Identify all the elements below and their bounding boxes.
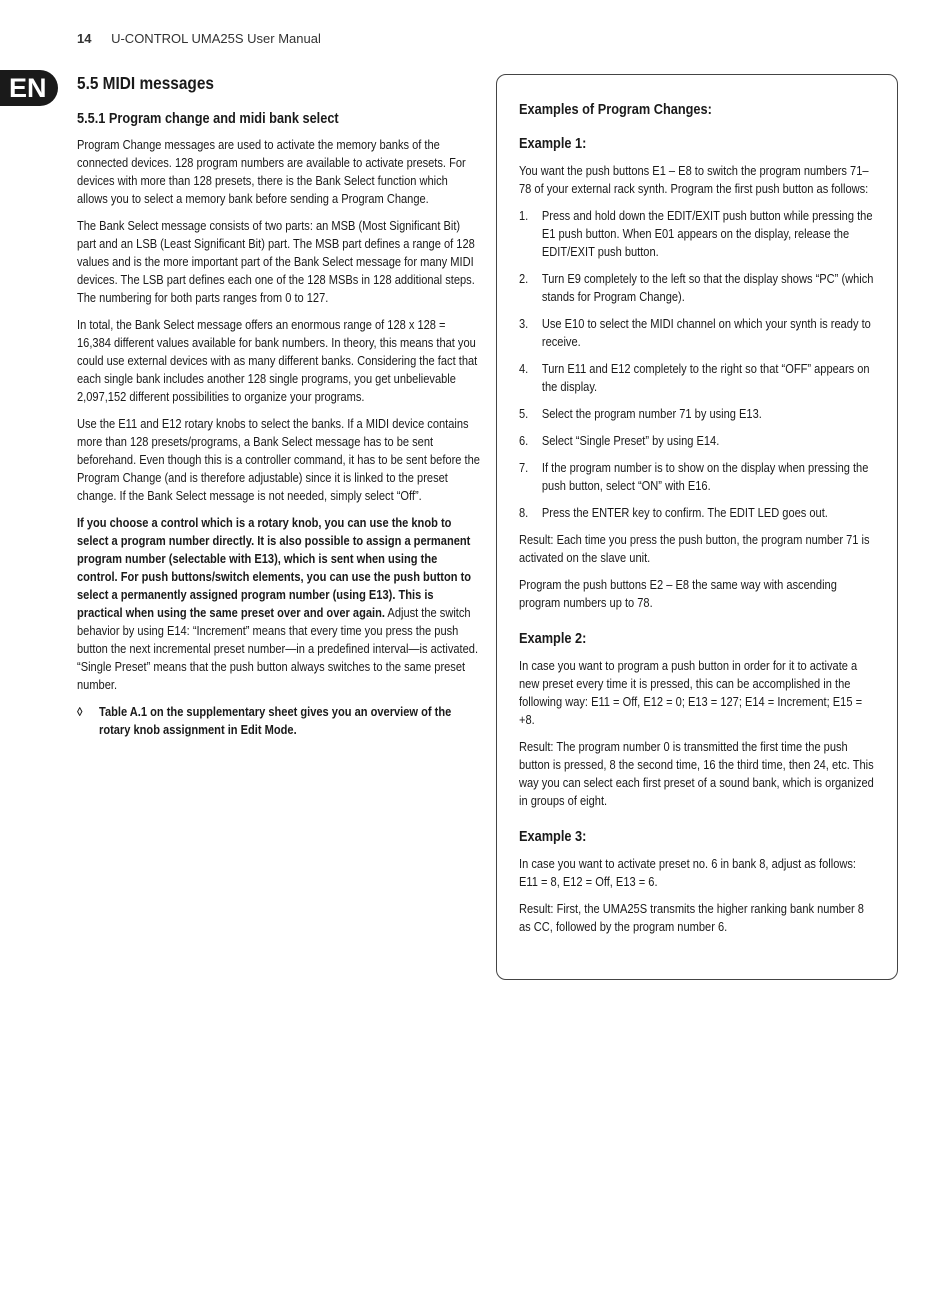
- example-3-result: Result: First, the UMA25S transmits the higher ranking bank number 8 as CC, followed by the program number 6.: [519, 902, 864, 934]
- step-text: Select “Single Preset” by using E14.: [541, 434, 720, 448]
- language-tab: EN: [0, 70, 58, 106]
- step: [519, 315, 875, 351]
- section-title: 5.5 MIDI messages: [77, 73, 214, 93]
- note-text: Table A.1 on the supplementary sheet gives you an overview of the rotary knob assignment in Edit Mode.: [99, 705, 452, 737]
- step-text: If the program number is to show on the display when pressing the push button, select “ON” with E16.: [541, 461, 869, 493]
- step: [519, 459, 875, 495]
- paragraph: Program Change messages are used to activate the memory banks of the connected devices. 128 program numbers are available to activate presets. For devices with more than 128 presets, there is the Bank Select function which allows you to select a memory bank before sending a Program Change.: [77, 138, 466, 206]
- step: [519, 270, 875, 306]
- step: [519, 432, 875, 450]
- paragraph: Use the E11 and E12 rotary knobs to select the banks. If a MIDI device contains more than 128 presets/programs, a Bank Select message has to be sent beforehand. Even though this is a controller command, it has to be sent before the Program Change (and is therefore adjustable) since it is linked to the preset change. If the Bank Select message is not needed, simply select “Off”.: [77, 417, 480, 503]
- paragraph: In total, the Bank Select message offers an enormous range of 128 x 128 = 16,384 different values available for bank numbers. In theory, this means that you could use external devices with as many different banks. Considering the fact that each single bank includes another 128 single programs, you get unbelievable 2,097,152 different possibilities to organize your programs.: [77, 318, 478, 404]
- step-number: 8.: [519, 506, 529, 520]
- step-text: Select the program number 71 by using E13.: [541, 407, 762, 421]
- paragraph-tail: Adjust the switch behavior by using E14: “Increment” means that every time you press the push button the next incremental preset number—in a predefined interval—is activated. “Single Preset” means that the push button always switches to the same preset number.: [77, 606, 479, 692]
- example-1-heading: Example 1:: [519, 136, 587, 152]
- step: [519, 360, 875, 396]
- diamond-icon: ◊: [77, 705, 83, 719]
- step-text: Use E10 to select the MIDI channel on which your synth is ready to receive.: [541, 317, 871, 349]
- page-number: 14: [77, 31, 92, 46]
- example-3-intro: In case you want to activate preset no. 6 in bank 8, adjust as follows: E11 = 8, E12 = Off, E13 = 6.: [519, 857, 856, 889]
- step-number: 7.: [519, 461, 529, 475]
- step-number: 4.: [519, 362, 529, 376]
- example-1-result: Result: Each time you press the push button, the program number 71 is activated on the slave unit.: [519, 533, 870, 565]
- example-2-result: Result: The program number 0 is transmitted the first time the push button is pressed, 8 the second time, 16 the third time, then 24, etc. This way you can select each first preset of a sound bank, which is organized in groups of eight.: [519, 740, 874, 808]
- paragraph: The Bank Select message consists of two parts: an MSB (Most Significant Bit) part and an LSB (Least Significant Bit) part. The MSB part defines a range of 128 values and is the more important part of the Bank Select message for many MIDI devices. The LSB part defines each one of the 128 MSBs in 128 additional steps. The numbering for both parts ranges from 0 to 127.: [77, 219, 475, 305]
- example-2-intro: In case you want to program a push button in order for it to activate a new preset every time it is pressed, this can be accomplished in the following way: E11 = Off, E12 = 0; E13 = 127; E14 = Increment; E15 = +8.: [519, 659, 863, 727]
- paragraph: [77, 514, 481, 694]
- step-text: Press and hold down the EDIT/EXIT push button while pressing the E1 push button. When E01 appears on the display, release the EDIT/EXIT push button.: [541, 209, 873, 259]
- note: [77, 703, 481, 739]
- step-number: 6.: [519, 434, 529, 448]
- examples-title: Examples of Program Changes:: [519, 102, 712, 118]
- manual-title: U-CONTROL UMA25S User Manual: [111, 31, 321, 46]
- example-1-steps: [519, 207, 875, 522]
- example-1-extra: Program the push buttons E2 – E8 the same way with ascending program numbers up to 78.: [519, 578, 837, 610]
- example-3-heading: Example 3:: [519, 829, 587, 845]
- subsection-title: 5.5.1 Program change and midi bank select: [77, 111, 339, 127]
- example-1-intro: You want the push buttons E1 – E8 to switch the program numbers 71–78 of your external rack synth. Program the first push button as follows:: [519, 164, 869, 196]
- left-column: [77, 70, 481, 739]
- step-text: Turn E11 and E12 completely to the right so that “OFF” appears on the display.: [541, 362, 870, 394]
- step-number: 2.: [519, 272, 529, 286]
- step-number: 3.: [519, 317, 529, 331]
- step-number: 5.: [519, 407, 529, 421]
- examples-content: [519, 101, 875, 945]
- example-2-heading: Example 2:: [519, 631, 587, 647]
- step-text: Press the ENTER key to confirm. The EDIT LED goes out.: [541, 506, 828, 520]
- step-number: 1.: [519, 209, 529, 223]
- step: [519, 405, 875, 423]
- page-header: [77, 31, 321, 46]
- bold-lead-text: If you choose a control which is a rotary knob, you can use the knob to select a program number directly. It is also possible to assign a permanent program number (selectable with E13), which is sent when using the control. For push buttons/switch elements, you can use the push button to select a permanently assigned program number (using E13). This is practical when using the same preset over and over again.: [77, 516, 472, 620]
- examples-box: [496, 74, 898, 980]
- step: [519, 504, 875, 522]
- step-text: Turn E9 completely to the left so that the display shows “PC” (which stands for Program Change).: [541, 272, 874, 304]
- step: [519, 207, 875, 261]
